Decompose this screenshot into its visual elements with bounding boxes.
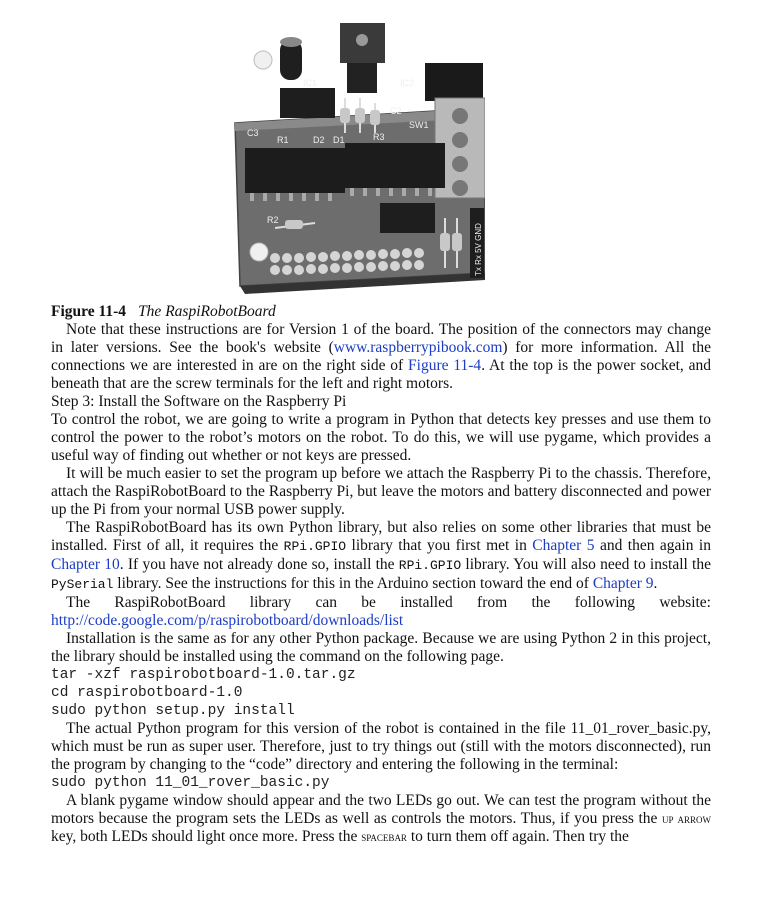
silk-ic1: IC1 xyxy=(303,78,318,88)
body-text xyxy=(51,321,711,846)
silk-d2: D2 xyxy=(313,135,325,145)
chapter-9-link[interactable]: Chapter 9 xyxy=(592,575,654,592)
library-download-link[interactable]: http://code.google.com/p/raspirobotboard/downloads/list xyxy=(51,612,404,629)
code-rpi-gpio: RPi.GPIO xyxy=(283,539,347,554)
key-spacebar: spacebar xyxy=(361,829,407,844)
key-up-arrow: up arrow xyxy=(662,811,711,826)
silk-serial-pins: Tx Rx 5V GND xyxy=(474,223,483,276)
paragraph-program: The actual Python program for this version of the robot is contained in the file 11_01_rover_basic.py, which must be run as super user. Therefore, just to try things out (still with the motors disconnected), run the program by changing to the “code” directory and entering the following in the terminal: xyxy=(51,720,711,773)
paragraph-setup: It will be much easier to set the program up before we attach the Raspberry Pi to the chassis. Therefore, attach the RaspiRobotBoard to the Raspberry Pi, but leave the motors and battery disconnected and power up the Pi from your normal USB power supply. xyxy=(51,465,711,518)
silk-r1: R1 xyxy=(277,135,289,145)
paragraph-library-url xyxy=(51,612,711,630)
raspirobotboard-photo xyxy=(185,18,485,308)
silk-c2: C2 xyxy=(390,106,402,116)
figure-title: The RaspiRobotBoard xyxy=(138,303,276,320)
install-code-block xyxy=(51,666,711,720)
step-heading: Step 3: Install the Software on the Raspberry Pi xyxy=(51,393,347,410)
paragraph-library-site: The RaspiRobotBoard library can be installed from the following website: xyxy=(66,594,711,611)
code-line: sudo python setup.py install xyxy=(51,703,295,719)
code-line: cd raspirobotboard-1.0 xyxy=(51,685,243,701)
figure-11-4-link[interactable]: Figure 11-4 xyxy=(408,357,482,374)
silk-sw1: SW1 xyxy=(409,120,429,130)
silk-ic2: IC2 xyxy=(400,78,415,88)
paragraph-installation: Installation is the same as for any other Python package. Because we are using Python 2 in this project, the library should be installed using the command on the following page. xyxy=(51,630,711,665)
run-command: sudo python 11_01_rover_basic.py xyxy=(51,775,330,791)
website-link[interactable]: www.raspberrypibook.com xyxy=(333,339,503,356)
paragraph-connectors: Note that these instructions are for Version 1 of the board. The position of the connectors may change in later versions. See the book's website (www.raspberrypibook.com) for more information. All the connections we are interested in are on the right side of Figure 11-4. At the top is the power socket, and beneath that are the screw terminals for the left and right motors. xyxy=(51,321,711,392)
silk-d1: D1 xyxy=(333,135,345,145)
silk-r3: R3 xyxy=(373,132,385,142)
figure-caption xyxy=(51,303,276,321)
code-line: tar -xzf raspirobotboard-1.0.tar.gz xyxy=(51,667,356,683)
paragraph-test: A blank pygame window should appear and the two LEDs go out. We can test the program without the motors because the program sets the LEDs as well as controls the motors. Thus, if you press the up arrow key, both LEDs should light once more. Press the spacebar to turn them off again. Then try the xyxy=(51,792,711,845)
silk-c3: C3 xyxy=(247,128,259,138)
code-pyserial: PySerial xyxy=(51,577,114,592)
chapter-10-link[interactable]: Chapter 10 xyxy=(51,556,120,573)
figure-label: Figure 11-4 xyxy=(51,303,127,320)
paragraph-libraries: The RaspiRobotBoard has its own Python library, but also relies on some other libraries that must be installed. First of all, it requires the RPi.GPIO library that you first met in Chapter 5 and then again in Chapter 10. If you have not already done so, install the RPi.GPIO library. You will also need to install the PySerial library. See the instructions for this in the Arduino section toward the end of Chapter 9. xyxy=(51,519,711,592)
chapter-5-link[interactable]: Chapter 5 xyxy=(532,537,595,554)
silk-r2: R2 xyxy=(267,215,279,225)
code-rpi-gpio-2: RPi.GPIO xyxy=(398,558,462,573)
paragraph-intro: To control the robot, we are going to write a program in Python that detects key presses and use them to control the power to the robot’s motors on the robot. To do this, we will use pygame, which provides a useful way of finding out whether or not keys are pressed. xyxy=(51,411,711,464)
